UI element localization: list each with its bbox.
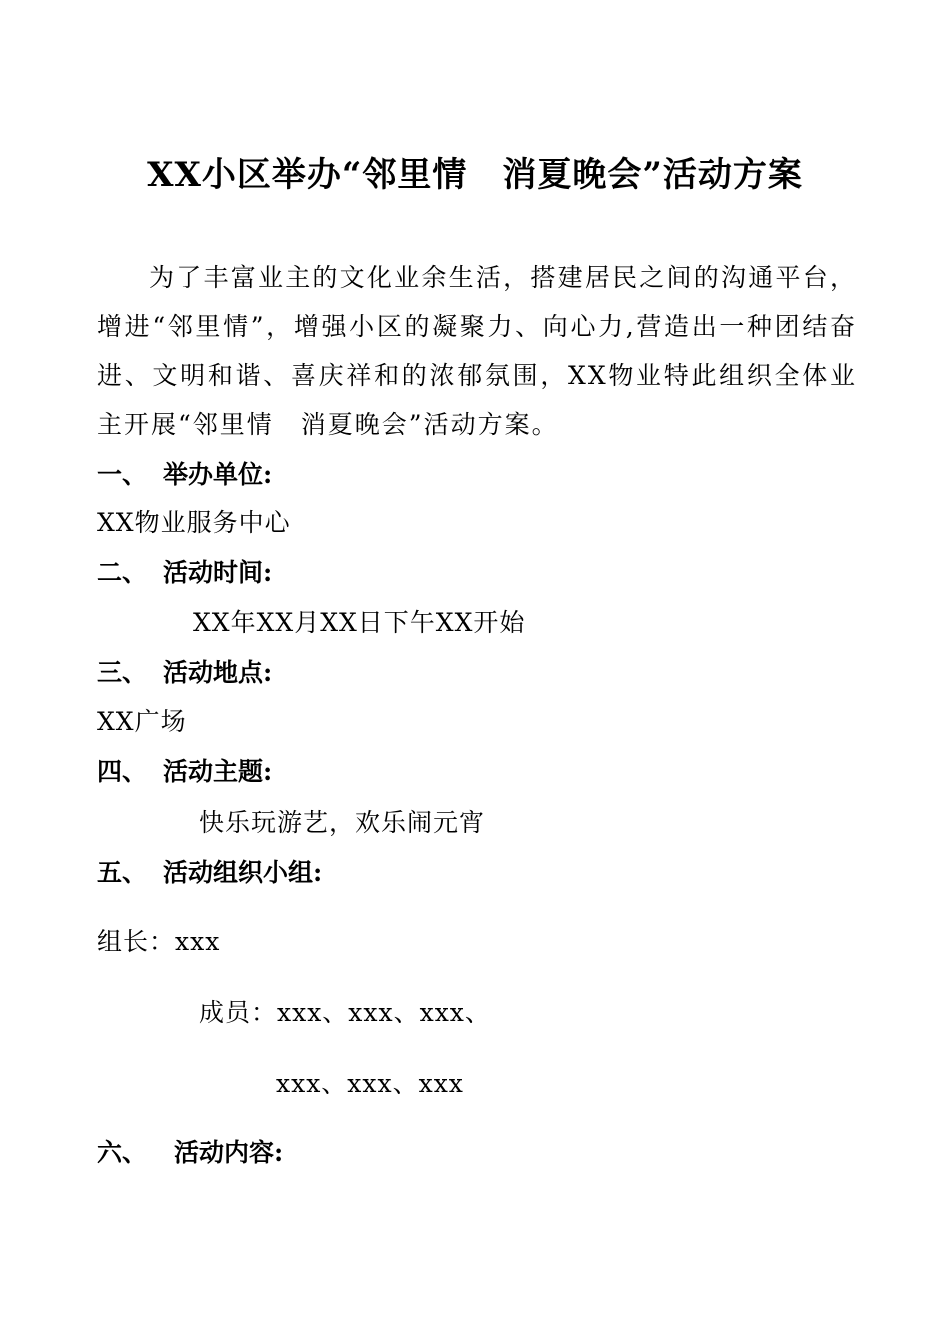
section-heading-time [97,553,272,593]
section-title: 举办单位: [163,460,273,489]
team-members-line-2: xxx、xxx、xxx [276,1069,464,1098]
document-title: XX小区举办“邻里情 消夏晚会”活动方案 [147,155,803,195]
section-content-time: XX年XX月XX日下午XX开始 [193,608,526,637]
section-title: 活动时间: [163,558,273,587]
section-content-organizer: XX物业服务中心 [97,508,291,537]
section-heading-content [97,1133,283,1173]
section-title: 活动内容: [174,1138,284,1167]
intro-paragraph: 为了丰富业主的文化业余生活，搭建居民之间的沟通平台，增进“邻里情”，增强小区的凝聚力、向心力,营造出一种团结奋进、文明和谐、喜庆祥和的浓郁氛围，XX物业特此组织全体业主开展“邻里情 消夏晚会”活动方案。 [97,263,857,439]
team-members-line-1: 成员：xxx、xxx、xxx、 [199,998,491,1027]
section-heading-organizer [97,455,272,495]
section-heading-location [97,653,272,693]
section-heading-team [97,853,322,893]
section-number: 六、 [97,1138,148,1167]
section-content-location: XX广场 [97,707,187,736]
section-number: 二、 [97,558,148,587]
section-number: 五、 [97,858,148,887]
section-number: 四、 [97,757,148,786]
section-title: 活动地点: [163,658,273,687]
section-number: 三、 [97,658,148,687]
section-title: 活动组织小组: [163,858,323,887]
section-heading-theme [97,752,272,792]
section-number: 一、 [97,460,148,489]
section-title: 活动主题: [163,757,273,786]
team-leader: 组长：xxx [97,927,221,956]
section-content-theme: 快乐玩游艺，欢乐闹元宵 [199,808,486,837]
